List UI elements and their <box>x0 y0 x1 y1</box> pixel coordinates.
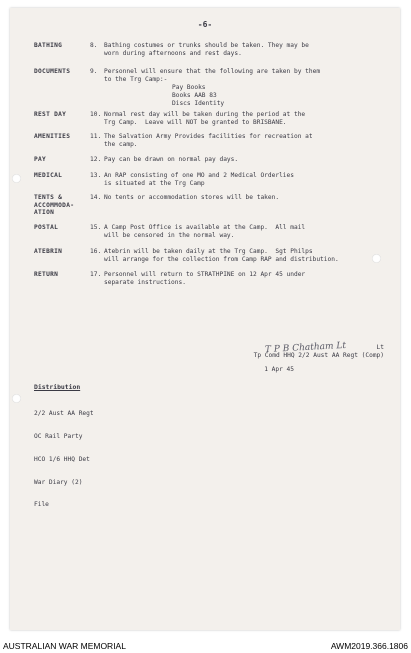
signature-rank: Lt <box>376 344 384 351</box>
item-text: No tents or accommodation stores will be taken. <box>104 194 280 201</box>
item-label: TENTS & ACCOMMODA- ATION <box>34 194 75 217</box>
punch-hole <box>12 174 21 183</box>
item-label: PAY <box>34 156 47 163</box>
item-number: 15. <box>90 224 102 231</box>
distribution-entry: War Diary (2) <box>34 478 83 486</box>
document-sublist-item: Discs Identity <box>172 100 225 107</box>
handwritten-signature: T P B Chatham Lt <box>264 340 347 356</box>
caption-institution: AUSTRALIAN WAR MEMORIAL <box>3 641 126 651</box>
item-text: Normal rest day will be taken during the period at the Trg Camp. Leave will NOT be granted to BRISBANE. <box>104 111 306 126</box>
item-number: 8. <box>90 42 98 49</box>
item-text: Pay can be drawn on normal pay days. <box>104 156 239 163</box>
caption-accession-number: AWM2019.366.1806 <box>330 641 408 651</box>
item-text: Atebrin will be taken daily at the Trg Camp. Sgt Philps will arrange for the collection from Camp RAP and distribution. <box>104 248 339 263</box>
punch-hole <box>12 394 21 403</box>
item-text: The Salvation Army Provides facilities for recreation at the camp. <box>104 133 313 148</box>
distribution-entry: OC Rail Party <box>34 432 83 440</box>
item-text: Personnel will ensure that the following are taken by them to the Trg Camp:- <box>104 68 321 83</box>
item-label: ATEBRIN <box>34 248 63 255</box>
item-number: 16. <box>90 248 102 255</box>
item-number: 9. <box>90 68 98 75</box>
distribution-entry: File <box>34 501 49 509</box>
item-number: 12. <box>90 156 102 163</box>
item-label: MEDICAL <box>34 172 63 179</box>
distribution-entry: HCO 1/6 HHQ Det <box>34 455 90 463</box>
item-label: REST DAY <box>34 111 67 118</box>
item-label: POSTAL <box>34 224 59 231</box>
item-label: RETURN <box>34 271 59 278</box>
item-text: A Camp Post Office is available at the Camp. All mail will be censored in the normal way. <box>104 224 306 239</box>
item-number: 17. <box>90 271 102 278</box>
item-number: 11. <box>90 133 102 140</box>
document-sublist-item: Books AAB 83 <box>172 92 217 99</box>
page-number: -6- <box>197 20 213 29</box>
item-number: 10. <box>90 111 102 118</box>
archive-caption <box>0 639 411 653</box>
item-label: DOCUMENTS <box>34 68 71 75</box>
distribution-entry: 2/2 Aust AA Regt <box>34 410 94 418</box>
signature-title: Tp Comd HHQ 2/2 Aust AA Regt (Comp) <box>253 352 384 359</box>
distribution-list <box>34 395 94 524</box>
item-text: An RAP consisting of one MO and 2 Medical Orderlies is situated at the Trg Camp <box>104 172 294 187</box>
document-page <box>10 8 400 630</box>
document-sublist-item: Pay Books <box>172 84 206 91</box>
item-text: Bathing costumes or trunks should be taken. They may be worn during afternoons and rest days. <box>104 42 309 57</box>
signature-date: 1 Apr 45 <box>264 366 294 373</box>
item-number: 14. <box>90 194 102 201</box>
distribution-title: Distribution <box>34 383 81 391</box>
item-text: Personnel will return to STRATHPINE on 12 Apr 45 under separate instructions. <box>104 271 306 286</box>
item-number: 13. <box>90 172 102 179</box>
item-label: BATHING <box>34 42 63 49</box>
item-label: AMENITIES <box>34 133 71 140</box>
